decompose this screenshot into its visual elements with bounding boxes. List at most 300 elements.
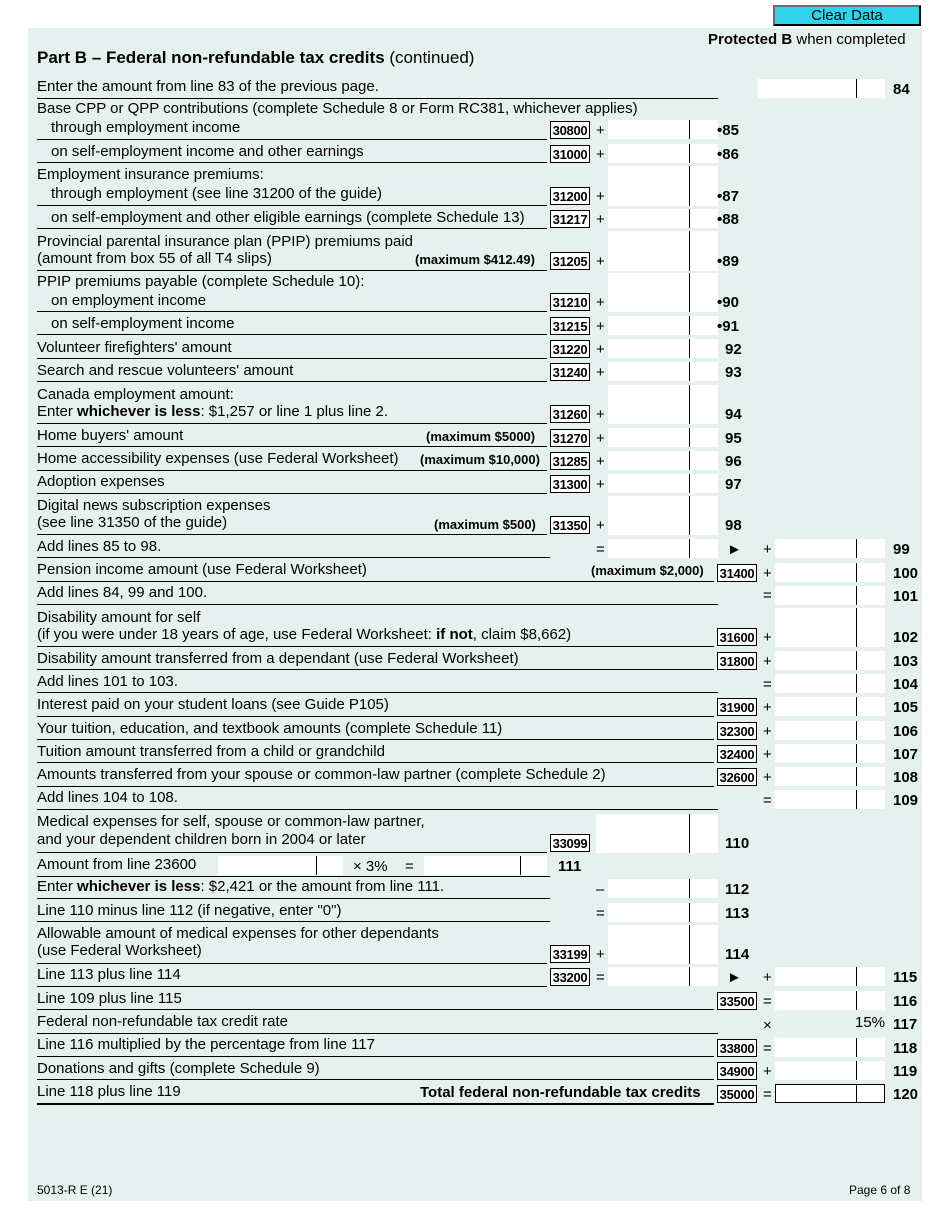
- line-102-rule: [37, 646, 714, 647]
- line-103-plus: +: [763, 653, 772, 670]
- line-103-field[interactable]: [775, 651, 885, 670]
- line-99-label: Add lines 85 to 98.: [37, 538, 162, 555]
- line-115-rule: [37, 986, 547, 987]
- ppip-payable-heading: PPIP premiums payable (complete Schedule 10):: [37, 273, 365, 290]
- line-108-number: 108: [893, 769, 919, 786]
- line-110-rule: [37, 852, 547, 853]
- line-98-max: (maximum $500): [434, 517, 536, 532]
- line-90-label: on employment income: [51, 292, 207, 309]
- line-99-rule: [37, 557, 550, 558]
- line-96-label: Home accessibility expenses (use Federal Worksheet): [37, 450, 399, 467]
- clear-data-button[interactable]: Clear Data: [773, 5, 921, 26]
- line-98-label: (see line 31350 of the guide): [37, 514, 228, 531]
- line-88-label: on self-employment and other eligible earnings (complete Schedule 13): [51, 209, 525, 226]
- line-90-plus: +: [596, 294, 605, 311]
- line-86-field[interactable]: [608, 144, 718, 163]
- line-92-label: Volunteer firefighters' amount: [37, 339, 232, 356]
- line-93-code: 31240: [550, 363, 590, 381]
- line-102-post: , claim $8,662): [472, 626, 572, 643]
- line-94-plus: +: [596, 406, 605, 423]
- line-85-bullet: •: [717, 122, 723, 139]
- line-88-number: [717, 211, 739, 228]
- line-93-rule: [37, 381, 547, 382]
- line-106-cents-sep: [856, 721, 857, 740]
- line-85-rule: [37, 139, 547, 140]
- line-117-rule: [37, 1033, 718, 1034]
- line-111-rule: [37, 876, 550, 877]
- line-95-code: 31270: [550, 429, 590, 447]
- line-95-label: Home buyers' amount: [37, 427, 184, 444]
- line-102-cents-sep: [856, 608, 857, 647]
- line-94-cents-sep: [689, 385, 690, 424]
- line-92-plus: +: [596, 341, 605, 358]
- line-100-cents-sep: [856, 563, 857, 582]
- line-85-number: [717, 122, 739, 139]
- line-90-cents-sep: [689, 273, 690, 312]
- line-102-pre: (if you were under 18 years of age, use Federal Worksheet:: [37, 626, 437, 643]
- line-84-rule: [37, 98, 718, 99]
- line-111-label: Amount from line 23600: [37, 856, 197, 873]
- line-98-cents-sep: [689, 496, 690, 535]
- line-117-times: ×: [763, 1017, 772, 1034]
- line-112-label: [37, 879, 444, 895]
- line-89-number: [717, 253, 739, 270]
- line-114-rule: [37, 963, 547, 964]
- line-111-mult: × 3%: [353, 858, 388, 875]
- line-95-number: 95: [725, 430, 742, 447]
- line-94-number: 94: [725, 406, 742, 423]
- line-105-rule: [37, 716, 714, 717]
- line-111-eq: =: [405, 858, 414, 875]
- line-105-label: Interest paid on your student loans (see Guide P105): [37, 696, 389, 713]
- line-97-cents-sep: [689, 474, 690, 493]
- protected-b-label: Protected B: [708, 31, 793, 48]
- part-title: [37, 48, 474, 68]
- line-112-rule: [37, 898, 550, 899]
- line-106-number: 106: [893, 723, 919, 740]
- line-88-num-text: 88: [722, 211, 739, 228]
- line-108-plus: +: [763, 769, 772, 786]
- line-100-plus: +: [763, 565, 772, 582]
- line-93-number: 93: [725, 364, 742, 381]
- line-89-max: (maximum $412.49): [415, 252, 535, 267]
- line-103-number: 103: [893, 653, 919, 670]
- line-113-number: 113: [725, 905, 750, 922]
- line-90-field[interactable]: [608, 273, 718, 312]
- line-90-bullet: •: [717, 294, 723, 311]
- line-89-label: (amount from box 55 of all T4 slips): [37, 250, 272, 267]
- line-91-plus: +: [596, 318, 605, 335]
- line-89-field[interactable]: [608, 231, 718, 271]
- line-100-label: Pension income amount (use Federal Worksheet): [37, 561, 367, 578]
- line-90-number: [717, 294, 739, 311]
- line-100-rule: [37, 581, 714, 582]
- line-112-minus: –: [596, 881, 605, 898]
- line-110-code: 33099: [550, 834, 590, 852]
- line-114-cents-sep: [689, 925, 690, 964]
- line-87-label: through employment (see line 31200 of the guide): [51, 185, 383, 202]
- line-111-cents-sep: [520, 856, 521, 875]
- line-99-equals: =: [596, 541, 605, 558]
- line-113-equals: =: [596, 905, 605, 922]
- line-107-code: 32400: [717, 745, 757, 763]
- line-115-code: 33200: [550, 968, 590, 986]
- line-97-number: 97: [725, 476, 742, 493]
- line-103-rule: [37, 669, 714, 670]
- form-id: 5013-R E (21): [37, 1183, 113, 1197]
- line-90-rule: [37, 311, 547, 312]
- line-119-field[interactable]: [775, 1061, 885, 1080]
- line-110-label: and your dependent children born in 2004 or later: [37, 831, 366, 848]
- protected-rest: when completed: [792, 31, 906, 48]
- line-114-field[interactable]: [608, 925, 718, 964]
- line-102-plus: +: [763, 629, 772, 646]
- line-114-plus: +: [596, 946, 605, 963]
- line-98-plus: +: [596, 517, 605, 534]
- line-114-number: 114: [725, 946, 750, 963]
- line-97-code: 31300: [550, 475, 590, 493]
- line-96-cents-sep: [689, 451, 690, 470]
- line-88-cents-sep: [689, 209, 690, 228]
- ppip-heading: Provincial parental insurance plan (PPIP) premiums paid: [37, 233, 414, 250]
- line-104-rule: [37, 692, 718, 693]
- line-95-rule: [37, 446, 547, 447]
- line-98-field[interactable]: [608, 496, 718, 535]
- line-88-bullet: •: [717, 211, 723, 228]
- line-104-label: Add lines 101 to 103.: [37, 673, 178, 690]
- line-94-pre: Enter: [37, 403, 78, 420]
- cpp-heading: Base CPP or QPP contributions (complete Schedule 8 or Form RC381, whichever applies): [37, 100, 638, 117]
- line-87-cents-sep: [689, 166, 690, 206]
- line-94-bold: whichever is less: [77, 403, 201, 420]
- line-115-field[interactable]: [775, 967, 885, 986]
- line-88-plus: +: [596, 211, 605, 228]
- line-109-cents-sep: [856, 790, 857, 809]
- line-106-label: Your tuition, education, and textbook amounts (complete Schedule 11): [37, 720, 503, 737]
- line-106-field[interactable]: [775, 721, 885, 740]
- line-108-label: Amounts transferred from your spouse or common-law partner (complete Schedule 2): [37, 766, 606, 783]
- line-98-code: 31350: [550, 516, 590, 534]
- line-85-cents-sep: [689, 120, 690, 139]
- line-110-cents-sep: [689, 814, 690, 853]
- line-99-subtotal-sep: [689, 539, 690, 558]
- line-92-code: 31220: [550, 340, 590, 358]
- line-102-field[interactable]: [775, 608, 885, 647]
- line-111-income-field[interactable]: [218, 856, 343, 875]
- line-107-field[interactable]: [775, 744, 885, 763]
- line-112-cents-sep: [689, 879, 690, 898]
- ei-heading: Employment insurance premiums:: [37, 166, 264, 183]
- line-117-label: Federal non-refundable tax credit rate: [37, 1013, 288, 1030]
- line-86-label: on self-employment income and other earnings: [51, 143, 364, 160]
- line-118-label: Line 116 multiplied by the percentage from line 117: [37, 1036, 375, 1053]
- line-119-code: 34900: [717, 1062, 757, 1080]
- dis-heading: Disability amount for self: [37, 609, 201, 626]
- line-113-rule: [37, 921, 550, 922]
- line-87-num-text: 87: [722, 188, 739, 205]
- line-84-label: Enter the amount from line 83 of the previous page.: [37, 78, 379, 95]
- line-94-rule: [37, 423, 547, 424]
- line-112-number: 112: [725, 881, 750, 898]
- line-120-code: 35000: [717, 1085, 757, 1103]
- line-116-field[interactable]: [775, 991, 885, 1010]
- line-87-number: [717, 188, 739, 205]
- line-115-label: Line 113 plus line 114: [37, 966, 181, 983]
- line-94-code: 31260: [550, 405, 590, 423]
- line-84-cents-sep: [856, 79, 857, 98]
- line-108-field[interactable]: [775, 767, 885, 786]
- line-104-field[interactable]: [775, 674, 885, 693]
- line-93-field[interactable]: [608, 362, 718, 381]
- line-95-field[interactable]: [608, 428, 718, 447]
- line-118-number: 118: [893, 1040, 918, 1057]
- line-101-number: 101: [893, 588, 919, 605]
- line-116-number: 116: [893, 993, 918, 1010]
- line-117-rate: 15%: [855, 1014, 886, 1031]
- line-84-number: 84: [893, 81, 910, 98]
- line-113-cents-sep: [689, 903, 690, 922]
- line-90-num-text: 90: [722, 294, 739, 311]
- med-heading: Medical expenses for self, spouse or common-law partner,: [37, 813, 425, 830]
- line-119-plus: +: [763, 1063, 772, 1080]
- line-119-cents-sep: [856, 1061, 857, 1080]
- line-107-rule: [37, 762, 714, 763]
- line-105-plus: +: [763, 699, 772, 716]
- line-113-field[interactable]: [608, 903, 718, 922]
- line-102-bold: if not: [436, 626, 473, 643]
- line-86-cents-sep: [689, 144, 690, 163]
- line-85-label: through employment income: [51, 119, 241, 136]
- line-105-number: 105: [893, 699, 919, 716]
- line-103-cents-sep: [856, 651, 857, 670]
- line-119-label: Donations and gifts (complete Schedule 9): [37, 1060, 320, 1077]
- line-115-subtotal-sep: [689, 967, 690, 986]
- line-118-code: 33800: [717, 1039, 757, 1057]
- line-89-plus: +: [596, 253, 605, 270]
- line-106-code: 32300: [717, 722, 757, 740]
- line-96-field[interactable]: [608, 451, 718, 470]
- line-94-label: [37, 404, 388, 420]
- line-104-number: 104: [893, 676, 919, 693]
- line-116-rule: [37, 1009, 714, 1010]
- line-99-subtotal-field[interactable]: [608, 539, 718, 558]
- arrow-icon: ►: [727, 969, 742, 986]
- line-100-max: (maximum $2,000): [591, 563, 704, 578]
- line-120-rule: [37, 1103, 714, 1105]
- line-108-cents-sep: [856, 767, 857, 786]
- line-102-code: 31600: [717, 628, 757, 646]
- line-87-field[interactable]: [608, 166, 718, 206]
- line-111-income-sep: [316, 856, 317, 875]
- line-86-bullet: •: [717, 146, 723, 163]
- cea-heading: Canada employment amount:: [37, 386, 234, 403]
- line-96-number: 96: [725, 453, 742, 470]
- line-101-equals: =: [763, 587, 772, 604]
- line-115-cents-sep: [856, 967, 857, 986]
- line-91-bullet: •: [717, 318, 723, 335]
- line-115-equals: =: [596, 969, 605, 986]
- line-116-code: 33500: [717, 992, 757, 1010]
- line-91-code: 31215: [550, 317, 590, 335]
- line-86-code: 31000: [550, 145, 590, 163]
- line-101-rule: [37, 604, 718, 605]
- line-95-plus: +: [596, 430, 605, 447]
- line-110-number: 110: [725, 835, 750, 852]
- line-99-field[interactable]: [775, 539, 885, 558]
- line-93-cents-sep: [689, 362, 690, 381]
- line-120-number: 120: [893, 1086, 919, 1103]
- line-107-label: Tuition amount transferred from a child or grandchild: [37, 743, 385, 760]
- line-120-field[interactable]: [775, 1084, 885, 1103]
- line-120-cents-sep: [856, 1084, 857, 1103]
- line-109-label: Add lines 104 to 108.: [37, 789, 178, 806]
- line-90-code: 31210: [550, 293, 590, 311]
- line-112-field[interactable]: [608, 879, 718, 898]
- line-118-field[interactable]: [775, 1038, 885, 1057]
- line-91-rule: [37, 334, 547, 335]
- line-112-post: : $2,421 or the amount from line 111.: [200, 878, 445, 895]
- line-118-rule: [37, 1056, 714, 1057]
- line-95-cents-sep: [689, 428, 690, 447]
- line-89-rule: [37, 270, 547, 271]
- protected-notice: [708, 31, 906, 48]
- line-91-cents-sep: [689, 316, 690, 335]
- line-89-cents-sep: [689, 231, 690, 271]
- line-97-label: Adoption expenses: [37, 473, 165, 490]
- line-87-code: 31200: [550, 187, 590, 205]
- line-104-cents-sep: [856, 674, 857, 693]
- line-96-plus: +: [596, 453, 605, 470]
- line-108-code: 32600: [717, 768, 757, 786]
- line-100-code: 31400: [717, 564, 757, 582]
- line-99-cents-sep: [856, 539, 857, 558]
- line-104-equals: =: [763, 676, 772, 693]
- line-92-number: 92: [725, 341, 742, 358]
- line-106-plus: +: [763, 723, 772, 740]
- line-93-plus: +: [596, 364, 605, 381]
- line-113-label: Line 110 minus line 112 (if negative, enter "0"): [37, 902, 342, 919]
- line-100-field[interactable]: [775, 563, 885, 582]
- line-87-rule: [37, 205, 547, 206]
- line-92-cents-sep: [689, 339, 690, 358]
- total-credits-label: Total federal non-refundable tax credits: [420, 1084, 701, 1101]
- line-97-field[interactable]: [608, 474, 718, 493]
- line-84-field[interactable]: [758, 79, 885, 98]
- line-105-field[interactable]: [775, 697, 885, 716]
- line-97-plus: +: [596, 476, 605, 493]
- line-118-cents-sep: [856, 1038, 857, 1057]
- line-107-number: 107: [893, 746, 919, 763]
- line-92-rule: [37, 358, 547, 359]
- part-title-bold: Part B – Federal non-refundable tax credits: [37, 48, 385, 67]
- line-99-number: 99: [893, 541, 910, 558]
- line-115-number: 115: [893, 969, 918, 986]
- line-96-code: 31285: [550, 452, 590, 470]
- line-96-max: (maximum $10,000): [420, 452, 540, 467]
- line-102-label: [37, 627, 571, 643]
- line-105-code: 31900: [717, 698, 757, 716]
- dns-heading: Digital news subscription expenses: [37, 497, 271, 514]
- line-112-pre: Enter: [37, 878, 78, 895]
- line-85-plus: +: [596, 122, 605, 139]
- line-115-plus: +: [763, 969, 772, 986]
- line-103-label: Disability amount transferred from a dependant (use Federal Worksheet): [37, 650, 519, 667]
- line-114-code: 33199: [550, 945, 590, 963]
- line-91-field[interactable]: [608, 316, 718, 335]
- line-120-label: Line 118 plus line 119: [37, 1083, 181, 1100]
- line-99-plus: +: [763, 541, 772, 558]
- line-115-subtotal-field[interactable]: [608, 967, 718, 986]
- line-93-label: Search and rescue volunteers' amount: [37, 362, 294, 379]
- line-103-code: 31800: [717, 652, 757, 670]
- line-110-field[interactable]: [596, 814, 718, 853]
- line-118-equals: =: [763, 1040, 772, 1057]
- line-101-cents-sep: [856, 586, 857, 605]
- line-86-num-text: 86: [722, 146, 739, 163]
- line-101-field[interactable]: [775, 586, 885, 605]
- line-114-label: (use Federal Worksheet): [37, 942, 202, 959]
- page-number: Page 6 of 8: [849, 1183, 911, 1197]
- line-85-field[interactable]: [608, 120, 718, 139]
- line-86-number: [717, 146, 739, 163]
- line-94-post: : $1,257 or line 1 plus line 2.: [200, 403, 389, 420]
- line-89-code: 31205: [550, 252, 590, 270]
- line-88-code: 31217: [550, 210, 590, 228]
- line-91-num-text: 91: [722, 318, 739, 335]
- line-91-number: [717, 318, 739, 335]
- line-87-bullet: •: [717, 188, 723, 205]
- line-109-equals: =: [763, 792, 772, 809]
- other-dep-heading: Allowable amount of medical expenses for other dependants: [37, 925, 439, 942]
- line-105-cents-sep: [856, 697, 857, 716]
- line-85-num-text: 85: [722, 122, 739, 139]
- line-86-rule: [37, 162, 547, 163]
- line-89-bullet: •: [717, 253, 723, 270]
- line-111-number: 111: [558, 858, 582, 875]
- line-111-field[interactable]: [424, 856, 547, 875]
- line-116-cents-sep: [856, 991, 857, 1010]
- line-116-equals: =: [763, 993, 772, 1010]
- line-86-plus: +: [596, 146, 605, 163]
- line-117-number: 117: [893, 1016, 918, 1033]
- line-89-num-text: 89: [722, 253, 739, 270]
- line-94-field[interactable]: [608, 385, 718, 424]
- line-119-rule: [37, 1079, 714, 1080]
- line-120-equals: =: [763, 1086, 772, 1103]
- line-108-rule: [37, 786, 714, 787]
- line-95-max: (maximum $5000): [426, 429, 536, 444]
- line-85-code: 30800: [550, 121, 590, 139]
- line-96-rule: [37, 470, 547, 471]
- arrow-icon: ►: [727, 541, 742, 558]
- line-97-rule: [37, 493, 547, 494]
- line-98-rule: [37, 534, 547, 535]
- line-98-number: 98: [725, 517, 742, 534]
- line-87-plus: +: [596, 188, 605, 205]
- line-106-rule: [37, 739, 714, 740]
- line-116-label: Line 109 plus line 115: [37, 990, 182, 1007]
- line-88-field[interactable]: [608, 209, 718, 228]
- line-101-label: Add lines 84, 99 and 100.: [37, 584, 208, 601]
- part-title-rest: (continued): [384, 48, 475, 67]
- line-112-bold: whichever is less: [77, 878, 201, 895]
- line-100-number: 100: [893, 565, 919, 582]
- line-91-label: on self-employment income: [51, 315, 235, 332]
- line-109-field[interactable]: [775, 790, 885, 809]
- line-107-plus: +: [763, 746, 772, 763]
- line-92-field[interactable]: [608, 339, 718, 358]
- line-109-rule: [37, 809, 718, 810]
